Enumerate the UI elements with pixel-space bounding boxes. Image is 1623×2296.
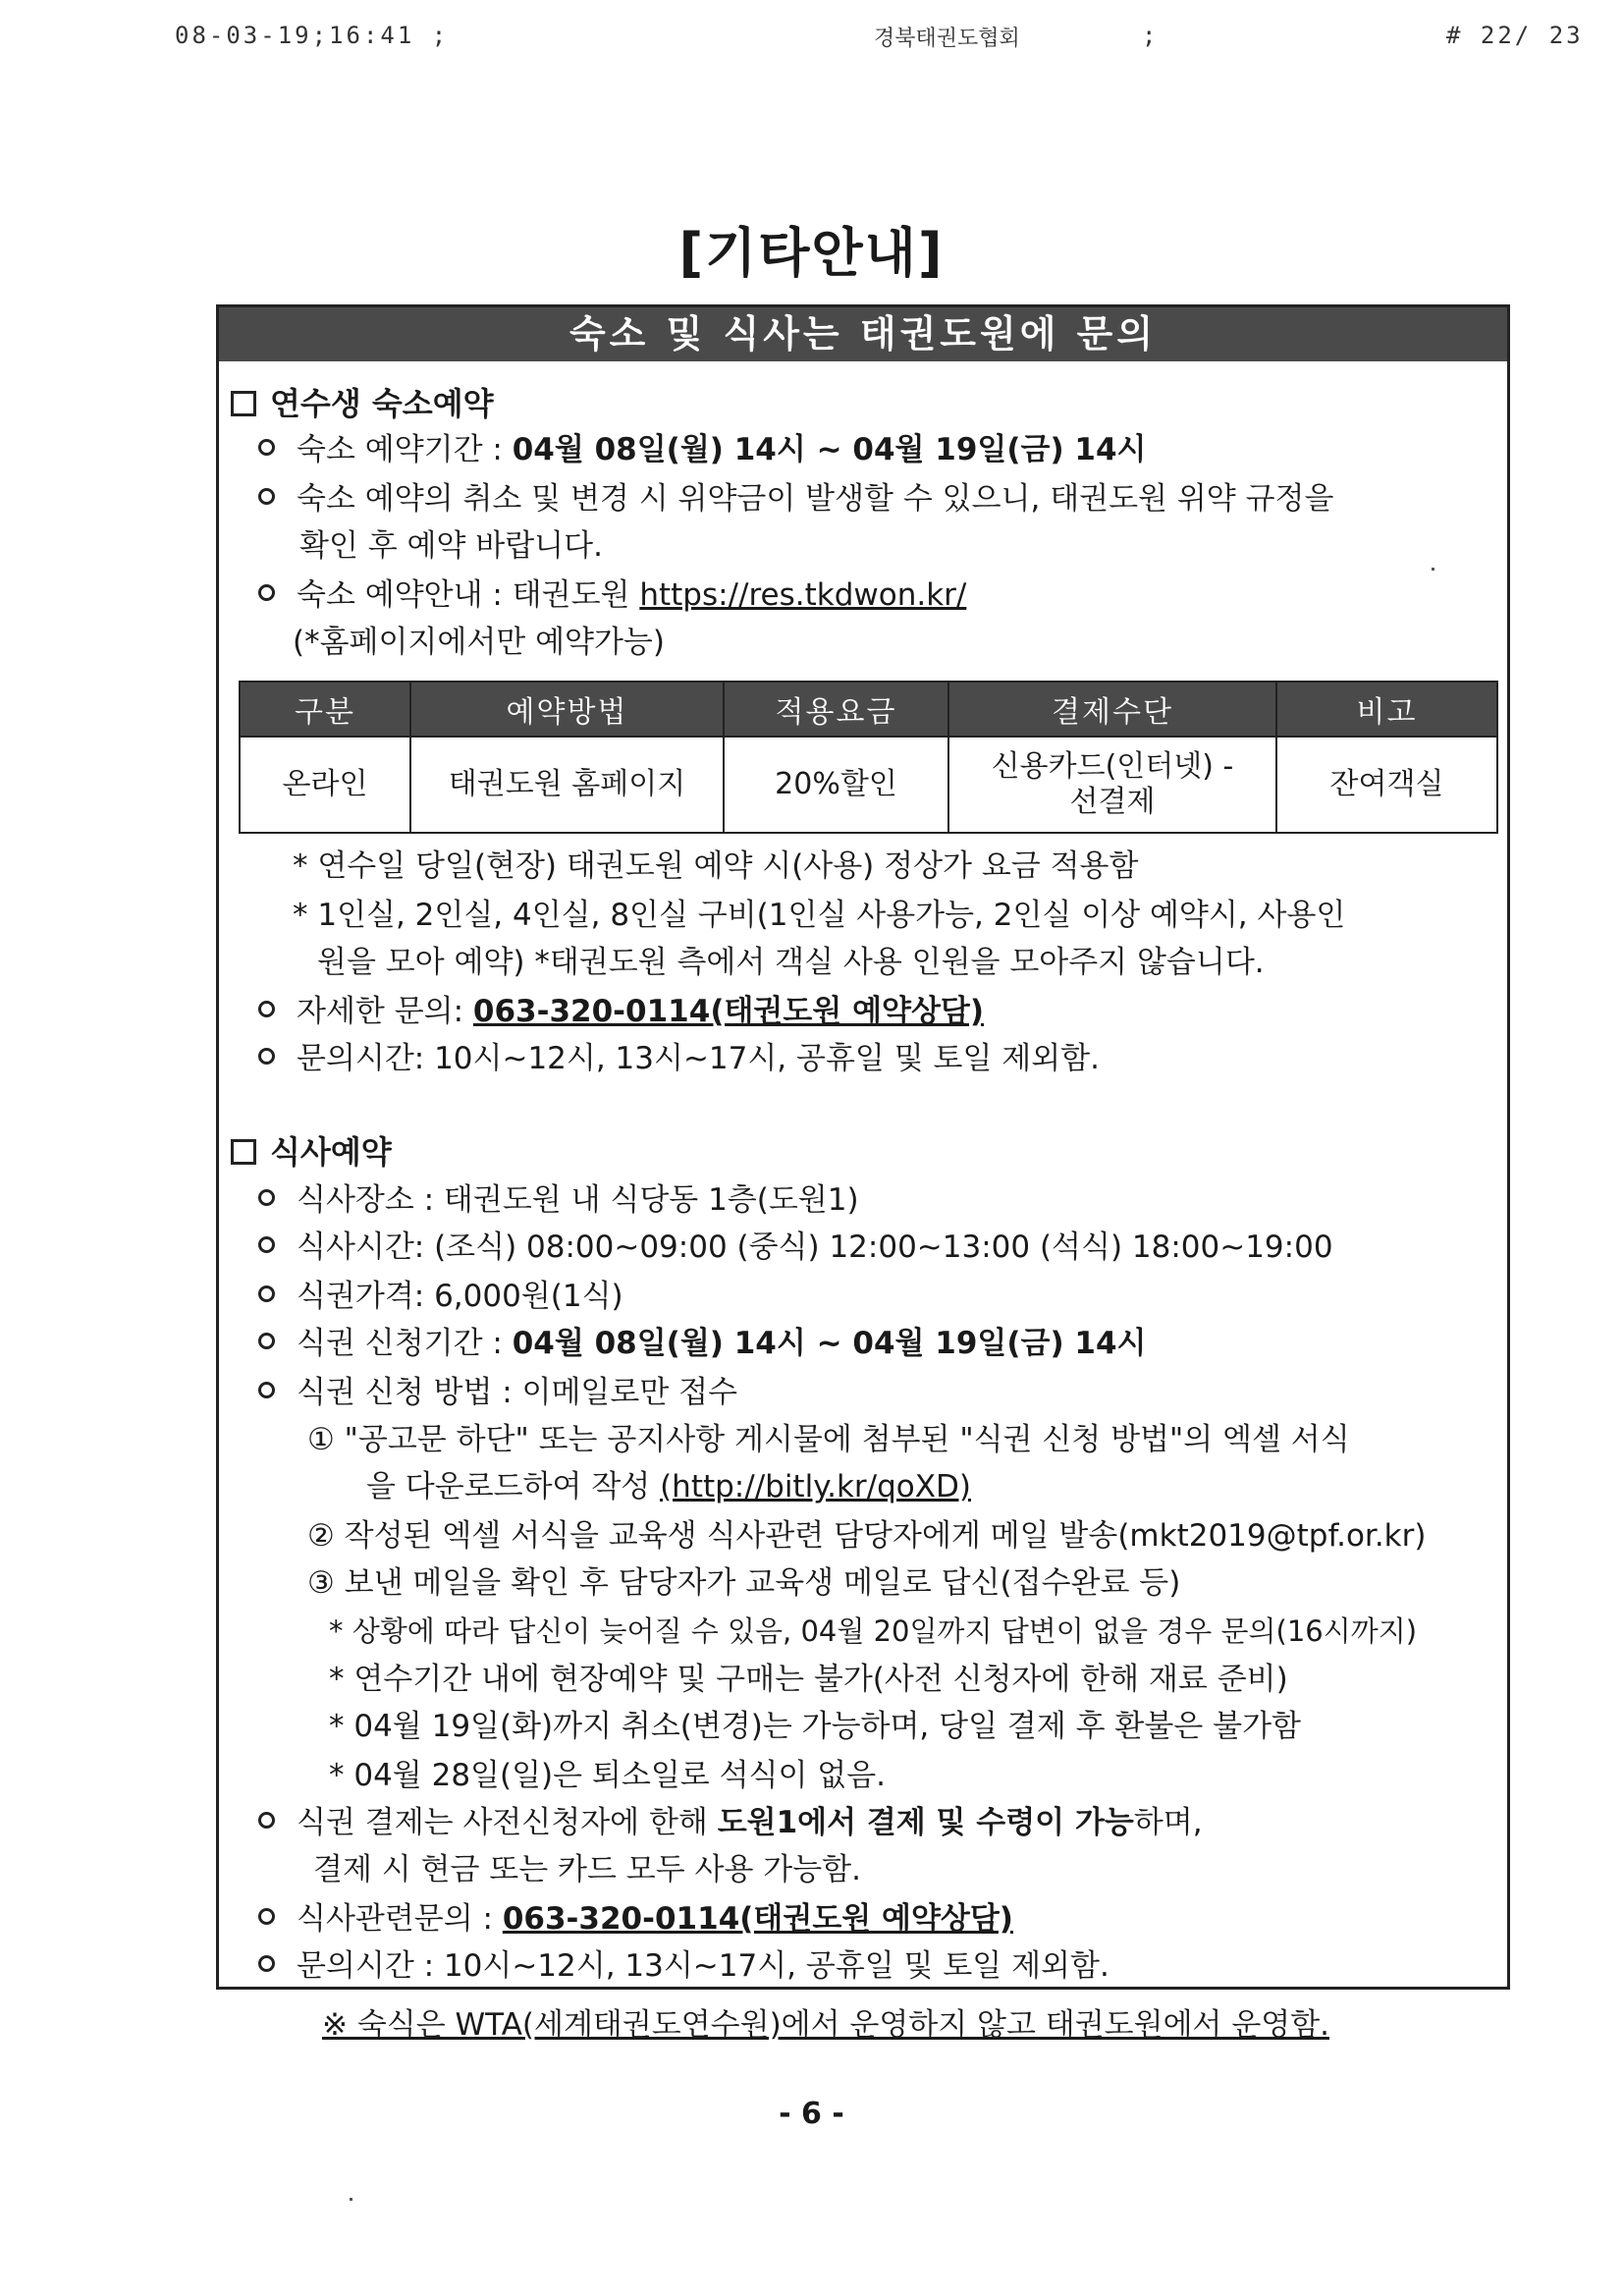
table-header: 구분: [240, 682, 410, 737]
meal-step-3: ③ 보낸 메일을 확인 후 담당자가 교육생 메일로 답신(접수완료 등): [307, 1565, 1181, 1601]
bullet-icon: [258, 1908, 275, 1925]
bullet-icon: [258, 488, 275, 505]
lodging-note-1: * 연수일 당일(현장) 태권도원 예약 시(사용) 정상가 요금 적용함: [293, 848, 1139, 884]
lodging-heading: 연수생 숙소예약: [231, 386, 494, 422]
lodging-guide-note: (*홈페이지에서만 예약가능): [293, 625, 665, 660]
lodging-inquiry: 자세한 문의: 063-320-0114(태권도원 예약상담): [258, 995, 984, 1030]
meal-step-1-cont: 을 다운로드하여 작성 (http://bitly.kr/qoXD): [366, 1469, 971, 1504]
checkbox-icon: [231, 1139, 256, 1165]
lodging-hours: 문의시간: 10시~12시, 13시~17시, 공휴일 및 토일 제외함.: [258, 1042, 1100, 1077]
bullet-icon: [258, 1048, 275, 1065]
lodging-cancel-cont: 확인 후 예약 바랍니다.: [299, 528, 603, 564]
bullet-icon: [258, 1236, 275, 1253]
bullet-icon: [258, 1285, 275, 1302]
bullet-icon: [258, 1333, 275, 1349]
meal-payment-cont: 결제 시 현금 또는 카드 모두 사용 가능함.: [313, 1852, 861, 1887]
fax-timestamp: 08-03-19;16:41 ;: [175, 22, 450, 49]
table-header: 예약방법: [410, 682, 724, 737]
lodging-url-link[interactable]: https://res.tkdwon.kr/: [639, 577, 967, 613]
meal-time: 식사시간: (조식) 08:00~09:00 (중식) 12:00~13:00 (석식) 18:00~19:00: [258, 1230, 1333, 1266]
bullet-icon: [258, 1001, 275, 1017]
bullet-icon: [258, 1189, 275, 1206]
meal-payment: 식권 결제는 사전신청자에 한해 도원1에서 결제 및 수령이 가능하며,: [258, 1806, 1203, 1841]
fax-page-count: # 22/ 23: [1446, 22, 1584, 49]
bullet-icon: [258, 1812, 275, 1829]
page-number: - 6 -: [779, 2097, 844, 2131]
table-header: 적용요금: [724, 682, 948, 737]
table-cell: 신용카드(인터넷) - 선결제: [948, 737, 1276, 833]
form-link[interactable]: (http://bitly.kr/qoXD): [660, 1469, 971, 1504]
meal-note-2: * 연수기간 내에 현장예약 및 구매는 불가(사전 신청자에 한해 재료 준비): [329, 1662, 1288, 1697]
meal-step-1: ① "공고문 하단" 또는 공지사항 게시물에 첨부된 "식권 신청 방법"의 엑셀 서식: [307, 1422, 1350, 1457]
meal-note-1: * 상황에 따라 답신이 늦어질 수 있음, 04월 20일까지 답변이 없을 경우 문의(16시까지): [329, 1614, 1418, 1648]
checkbox-icon: [231, 391, 256, 416]
meal-apply-period: 식권 신청기간 : 04월 08일(월) 14시 ~ 04월 19일(금) 14시: [258, 1327, 1147, 1362]
lodging-cancel: 숙소 예약의 취소 및 변경 시 위약금이 발생할 수 있으니, 태권도원 위약 규정을: [258, 482, 1333, 518]
table-header: 결제수단: [948, 682, 1276, 737]
bullet-icon: [258, 584, 275, 601]
table-cell: 20%할인: [724, 737, 948, 833]
info-box: [216, 304, 1510, 1990]
meal-note-4: * 04월 28일(일)은 퇴소일로 석식이 없음.: [329, 1758, 887, 1793]
bullet-icon: [258, 439, 275, 456]
banner: 숙소 및 식사는 태권도원에 문의: [219, 307, 1507, 361]
footer-notice: ※ 숙식은 WTA(세계태권도연수원)에서 운영하지 않고 태권도원에서 운영함.: [322, 2007, 1330, 2043]
table-row: [240, 737, 1497, 833]
fax-separator: ;: [1142, 22, 1160, 49]
meal-step-2: ② 작성된 엑셀 서식을 교육생 식사관련 담당자에게 메일 발송(mkt2019@tpf.or.kr): [307, 1518, 1427, 1554]
table-header: 비고: [1276, 682, 1497, 737]
meal-price: 식권가격: 6,000원(1식): [258, 1280, 623, 1315]
meal-method: 식권 신청 방법 : 이메일로만 접수: [258, 1376, 737, 1411]
table-cell: 온라인: [240, 737, 410, 833]
table-cell: 태권도원 홈페이지: [410, 737, 724, 833]
meal-hours: 문의시간 : 10시~12시, 13시~17시, 공휴일 및 토일 제외함.: [258, 1949, 1109, 1985]
reservation-table: [239, 681, 1498, 834]
lodging-note-2-cont: 원을 모아 예약) *태권도원 측에서 객실 사용 인원을 모아주지 않습니다.: [317, 945, 1265, 980]
meal-heading: 식사예약: [231, 1134, 392, 1171]
bullet-icon: [258, 1955, 275, 1972]
meal-place: 식사장소 : 태권도원 내 식당동 1층(도원1): [258, 1183, 859, 1219]
page-title: [기타안내]: [678, 222, 945, 284]
lodging-period: 숙소 예약기간 : 04월 08일(월) 14시 ~ 04월 19일(금) 14시: [258, 433, 1147, 468]
scan-speck: [1432, 568, 1434, 571]
lodging-guide: 숙소 예약안내 : 태권도원 https://res.tkdwon.kr/: [258, 578, 966, 614]
table-cell: 잔여객실: [1276, 737, 1497, 833]
fax-sender: 경북태권도협회: [874, 27, 1020, 51]
bullet-icon: [258, 1382, 275, 1398]
lodging-note-2: * 1인실, 2인실, 4인실, 8인실 구비(1인실 사용가능, 2인실 이상 예약시, 사용인: [293, 898, 1346, 933]
meal-inquiry: 식사관련문의 : 063-320-0114(태권도원 예약상담): [258, 1902, 1013, 1938]
meal-note-3: * 04월 19일(화)까지 취소(변경)는 가능하며, 당일 결제 후 환불은 불가함: [329, 1709, 1301, 1744]
scan-speck: [350, 2198, 352, 2201]
